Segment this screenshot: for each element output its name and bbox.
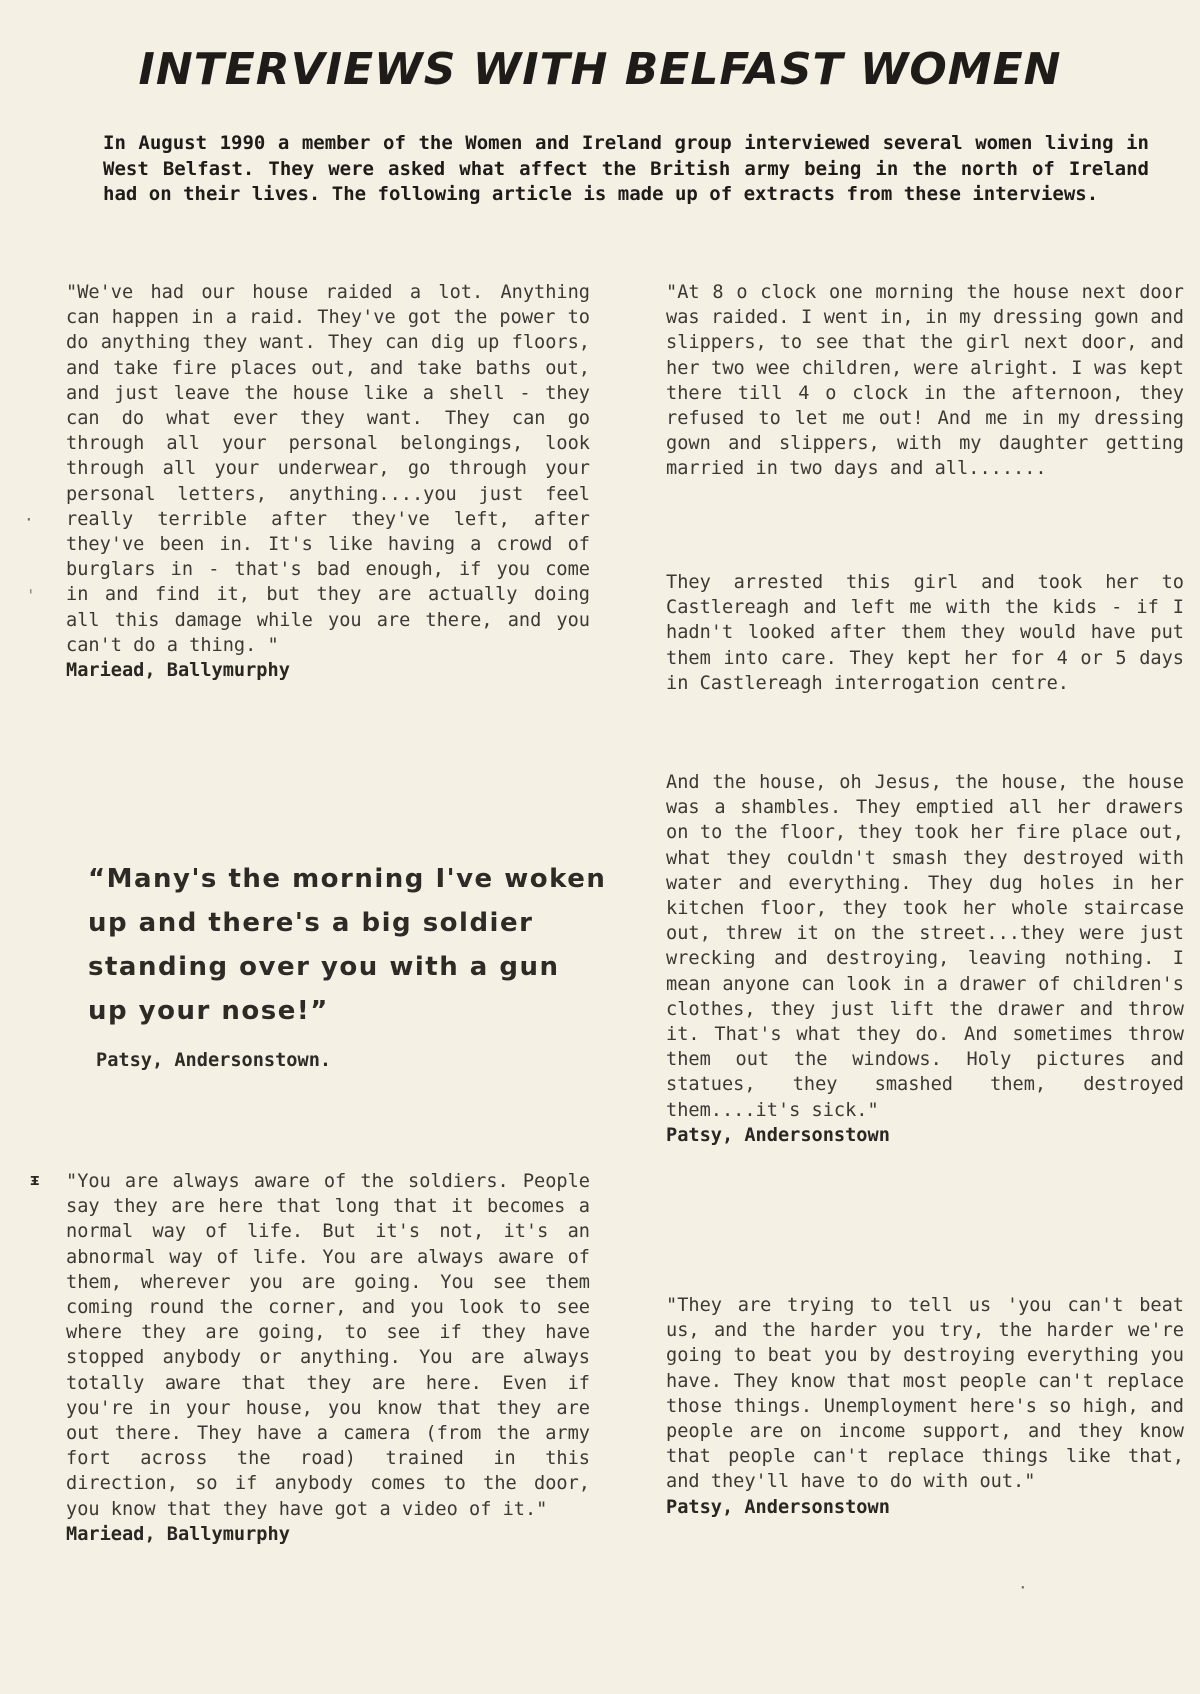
article-intro: In August 1990 a member of the Women and Ireland group interviewed several women living in West Belfast. They were asked what affect the British army being in the north of Ireland had on their lives. The following article is made up of extracts from these interviews. (103, 132, 1149, 205)
right-paragraph-4 (666, 1293, 1184, 1520)
left-quote-2-text: "You are always aware of the soldiers. People say they are here that long that it becomes a normal way of life. But it's not, it's an abnormal way of life. You are always aware of them, wherever you are going. You see them coming round the corner, and you look to see where they are going, to see if they have stopped anybody or anything. You are always totally aware that they are here. Even if you're in your house, you know that they are out there. They have a camera (from the army fort across the road) trained in this direction, so if anybody comes to the door, you know that they have got a video of it." (66, 1171, 590, 1520)
left-quote-1-block (66, 280, 590, 683)
pull-quote-attribution: Patsy, Andersonstown. (96, 1050, 332, 1071)
right-paragraph-3-attribution: Patsy, Andersonstown (666, 1124, 890, 1146)
margin-speck: · (1018, 1578, 1028, 1597)
right-paragraph-3-text: And the house, oh Jesus, the house, the house was a shambles. They emptied all her drawers on to the floor, they took her fire place out, what they couldn't smash they destroyed with water and everything. They dug holes in her kitchen floor, they took her whole staircase out, threw it on the street...they were just wrecking and destroying, leaving nothing. I mean anyone can look in a drawer of children's clothes, they just lift the drawer and throw it. That's what they do. And sometimes throw them out the windows. Holy pictures and statues, they smashed them, destroyed them....it's sick." (666, 772, 1184, 1121)
left-quote-2-attribution: Mariead, Ballymurphy (66, 1523, 290, 1545)
left-quote-1-text: "We've had our house raided a lot. Anything can happen in a raid. They've got the power to do anything they want. They can dig up floors, and take fire places out, and take baths out, and just leave the house like a shell - they can do what ever they want. They can go through all your personal belongings, look through all your underwear, go through your personal letters, anything....you just feel really terrible after they've left, after they've been in. It's like having a crowd of burglars in - that's bad enough, if you come in and find it, but they are actually doing all this damage while you are there, and you can't do a thing. " (66, 282, 590, 656)
left-quote-2-block (66, 1169, 590, 1547)
left-quote-1-attribution: Mariead, Ballymurphy (66, 660, 290, 682)
right-paragraph-4-attribution: Patsy, Andersonstown (666, 1496, 890, 1518)
right-paragraph-2 (666, 570, 1184, 696)
margin-speck: ᵻ (30, 1170, 40, 1189)
right-paragraph-1 (666, 280, 1184, 482)
margin-speck: · (24, 510, 34, 529)
right-paragraph-1-text: "At 8 o clock one morning the house next door was raided. I went in, in my dressing gown and slippers, to see that the girl next door, and her two wee children, were alright. I was kept there till 4 o clock in the afternoon, they refused to let me out! And me in my dressing gown and slippers, with my daughter getting married in two days and all....... (666, 282, 1184, 480)
margin-speck: ˌ (26, 576, 36, 595)
article-title: INTERVIEWS WITH BELFAST WOMEN (138, 44, 1062, 95)
right-paragraph-2-text: They arrested this girl and took her to Castlereagh and left me with the kids - if I hadn't looked after them they would have put them into care. They kept her for 4 or 5 days in Castlereagh interrogation centre. (666, 572, 1184, 694)
right-paragraph-3 (666, 770, 1184, 1148)
right-paragraph-4-text: "They are trying to tell us 'you can't beat us, and the harder you try, the harder we're going to beat you by destroying everything you have. They know that most people can't replace those things. Unemployment here's so high, and people are on income support, and they know that people can't replace things like that, and they'll have to do with out." (666, 1295, 1184, 1493)
pull-quote: “Many's the morning I've woken up and there's a big soldier standing over you with a gun up your nose!” (88, 864, 607, 1026)
